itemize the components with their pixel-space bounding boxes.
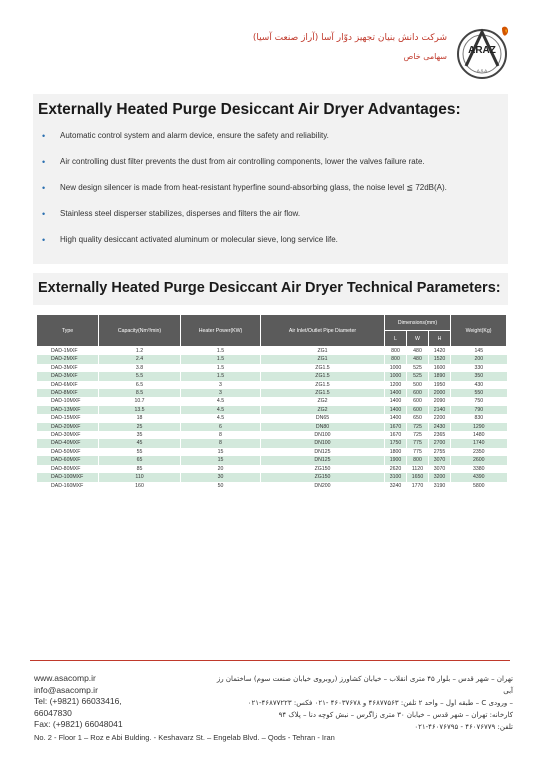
- header-dimensions: Dimensions(mm): [385, 315, 451, 331]
- table-cell: 830: [451, 414, 507, 422]
- table-cell: 18: [99, 414, 181, 422]
- table-cell: 4.5: [181, 397, 261, 405]
- table-cell: 35: [99, 431, 181, 439]
- table-cell: 30: [181, 473, 261, 481]
- table-cell: ZG150: [261, 465, 385, 473]
- table-cell: 430: [451, 381, 507, 389]
- footer-address-fa: [213, 673, 513, 733]
- header-type: Type: [37, 315, 99, 347]
- table-cell: 3190: [429, 482, 451, 490]
- table-cell: 1480: [451, 431, 507, 439]
- table-cell: 65: [99, 456, 181, 464]
- table-cell: 6: [181, 423, 261, 431]
- address-fa-line: – ورودی C – طبقه اول – واحد ۲ تلفن: ۴۶۸۷۷۵۶۳ و ۴۶۰۳۷۶۷۸ -۰۲۱ فکس: ۴۶۸۷۷۲۲۳-۰۲۱: [247, 699, 513, 707]
- header-weight: Weight(Kg): [451, 315, 507, 347]
- table-cell: DAD-100MXF: [37, 473, 99, 481]
- table-cell: DAD-10MXF: [37, 397, 99, 405]
- table-cell: 2755: [429, 448, 451, 456]
- table-row: [37, 397, 507, 405]
- table-cell: 15: [181, 448, 261, 456]
- footer-address-en: No. 2 - Floor 1 – Roz e Abi Bulding. - Keshavarz St. – Engelab Blvd. – Qods - Tehran - Iran: [34, 733, 335, 742]
- table-cell: 1650: [407, 473, 429, 481]
- table-cell: 8: [181, 431, 261, 439]
- logo-text: ARAZ: [468, 45, 496, 56]
- table-cell: 4390: [451, 473, 507, 481]
- table-cell: 1890: [429, 372, 451, 380]
- table-cell: DAD-6MXF: [37, 381, 99, 389]
- table-row: [37, 482, 507, 490]
- table-cell: 1670: [385, 423, 407, 431]
- bullet-icon: •: [42, 183, 46, 193]
- table-cell: DN125: [261, 456, 385, 464]
- phone-text: Tel: (+9821) 66033416,: [34, 696, 122, 706]
- header-h: H: [429, 331, 451, 347]
- araz-logo-icon: [452, 22, 516, 84]
- advantage-item: • Air controlling dust filter prevents the dust from air controlling components, lower the valves failure rate.: [42, 157, 425, 167]
- table-cell: ZG1.5: [261, 364, 385, 372]
- table-row: [37, 448, 507, 456]
- table-cell: 650: [407, 414, 429, 422]
- table-cell: 2700: [429, 439, 451, 447]
- table-cell: DN100: [261, 439, 385, 447]
- table-cell: 1000: [385, 372, 407, 380]
- address-fa-line: تهران – شهر قدس – بلوار ۴۵ متری انقلاب – خیابان کشاورز (روبروی خیابان صنعت سوم) ساختمان رز آبی: [216, 675, 513, 695]
- table-cell: DAD-160MXF: [37, 482, 99, 490]
- table-cell: 800: [385, 347, 407, 356]
- table-cell: DAD-3MXF: [37, 364, 99, 372]
- table-cell: 1290: [451, 423, 507, 431]
- advantage-item: • High quality desiccant activated aluminum or molecular sieve, long service life.: [42, 235, 338, 245]
- bullet-icon: •: [42, 131, 46, 141]
- table-cell: 480: [407, 347, 429, 356]
- table-cell: 500: [407, 381, 429, 389]
- table-cell: 775: [407, 439, 429, 447]
- table-cell: DAD-15MXF: [37, 414, 99, 422]
- table-cell: 1520: [429, 355, 451, 363]
- table-row: [37, 414, 507, 422]
- table-cell: 200: [451, 355, 507, 363]
- table-cell: DAD-20MXF: [37, 423, 99, 431]
- table-cell: 750: [451, 397, 507, 405]
- advantages-list: [38, 130, 498, 260]
- table-cell: 600: [407, 389, 429, 397]
- table-cell: DAD-40MXF: [37, 439, 99, 447]
- table-cell: 1.2: [99, 347, 181, 356]
- table-cell: 4.5: [181, 406, 261, 414]
- table-cell: ZG1: [261, 355, 385, 363]
- table-cell: DAD-80MXF: [37, 465, 99, 473]
- table-cell: 25: [99, 423, 181, 431]
- table-cell: DAD-3MXF: [37, 372, 99, 380]
- phone-text-2: 66047830: [34, 707, 72, 718]
- table-cell: 775: [407, 448, 429, 456]
- table-cell: 550: [451, 389, 507, 397]
- table-cell: 480: [407, 355, 429, 363]
- fax-text: Fax: (+9821) 66048041: [34, 719, 123, 729]
- table-cell: ZG150: [261, 473, 385, 481]
- table-cell: 3200: [429, 473, 451, 481]
- header-w: W: [407, 331, 429, 347]
- table-row: [37, 456, 507, 464]
- table-cell: DAD-2MXF: [37, 355, 99, 363]
- table-cell: 55: [99, 448, 181, 456]
- header-heater: Heater Power(KW): [181, 315, 261, 347]
- table-cell: 525: [407, 364, 429, 372]
- table-cell: 5800: [451, 482, 507, 490]
- table-cell: 2430: [429, 423, 451, 431]
- table-row: [37, 473, 507, 481]
- table-cell: 85: [99, 465, 181, 473]
- address-fa-line: کارخانه: تهران – شهر قدس – خیابان ۳۰ متری زاگرس – نبش کوچه دنا – پلاک ۹۴: [278, 711, 513, 719]
- table-cell: 1.5: [181, 364, 261, 372]
- table-cell: 2620: [385, 465, 407, 473]
- table-cell: 525: [407, 372, 429, 380]
- table-cell: 1120: [407, 465, 429, 473]
- table-row: [37, 355, 507, 363]
- company-name-fa: شرکت دانش بنیان تجهیز دوّار آسا (آراز صنعت آسیا): [252, 33, 447, 43]
- table-row: [37, 465, 507, 473]
- table-cell: DAD-30MXF: [37, 431, 99, 439]
- table-cell: 13.5: [99, 406, 181, 414]
- table-row: [37, 423, 507, 431]
- bullet-icon: •: [42, 157, 46, 167]
- table-cell: 1670: [385, 431, 407, 439]
- advantage-item: • New design silencer is made from heat-resistant hyperfine sound-absorbing glass, the noise level ≦ 72dB(A).: [42, 183, 447, 193]
- footer-divider: [30, 660, 510, 661]
- table-cell: 1750: [385, 439, 407, 447]
- table-cell: ZG1: [261, 347, 385, 356]
- table-cell: DN100: [261, 431, 385, 439]
- table-cell: 8: [181, 439, 261, 447]
- header-l: L: [385, 331, 407, 347]
- parameters-table-wrapper: [36, 314, 506, 490]
- table-cell: 1400: [385, 414, 407, 422]
- table-cell: 2365: [429, 431, 451, 439]
- advantages-title: Externally Heated Purge Desiccant Air Dryer Advantages:: [38, 101, 461, 118]
- table-cell: 3070: [429, 456, 451, 464]
- table-cell: 800: [385, 355, 407, 363]
- table-cell: 2.4: [99, 355, 181, 363]
- table-cell: DN80: [261, 423, 385, 431]
- table-cell: DN65: [261, 414, 385, 422]
- bullet-icon: •: [42, 209, 46, 219]
- table-cell: 1770: [407, 482, 429, 490]
- table-cell: 600: [407, 397, 429, 405]
- table-cell: 330: [451, 364, 507, 372]
- table-cell: 1.5: [181, 355, 261, 363]
- table-cell: 5.5: [99, 372, 181, 380]
- table-cell: 1740: [451, 439, 507, 447]
- table-cell: 15: [181, 456, 261, 464]
- table-cell: 1900: [385, 456, 407, 464]
- header-capacity: Capacity(Nm³/min): [99, 315, 181, 347]
- table-cell: 2350: [451, 448, 507, 456]
- bullet-icon: •: [42, 235, 46, 245]
- parameters-title: Externally Heated Purge Desiccant Air Dryer Technical Parameters:: [38, 280, 501, 296]
- logo-sub-text: A.S.A: [476, 68, 488, 73]
- table-cell: 50: [181, 482, 261, 490]
- table-cell: 2200: [429, 414, 451, 422]
- table-cell: 2090: [429, 397, 451, 405]
- table-cell: ZG2: [261, 397, 385, 405]
- table-cell: DAD-1MXF: [37, 347, 99, 356]
- table-cell: 800: [407, 456, 429, 464]
- table-cell: 1420: [429, 347, 451, 356]
- table-cell: 3: [181, 389, 261, 397]
- table-cell: 145: [451, 347, 507, 356]
- table-cell: 1800: [385, 448, 407, 456]
- table-cell: 1400: [385, 406, 407, 414]
- email-link[interactable]: info@asacomp.ir: [34, 684, 98, 695]
- table-cell: 2600: [451, 456, 507, 464]
- table-cell: 1.5: [181, 372, 261, 380]
- table-cell: 1000: [385, 364, 407, 372]
- table-row: [37, 364, 507, 372]
- advantage-item: • Automatic control system and alarm device, ensure the safety and reliability.: [42, 131, 329, 141]
- advantage-item: • Stainless steel disperser stabilizes, disperses and filters the air flow.: [42, 209, 301, 219]
- table-cell: DAD-8MXF: [37, 389, 99, 397]
- table-cell: 1950: [429, 381, 451, 389]
- table-cell: 3.8: [99, 364, 181, 372]
- website-link[interactable]: www.asacomp.ir: [34, 673, 96, 683]
- table-cell: 3100: [385, 473, 407, 481]
- table-cell: 725: [407, 423, 429, 431]
- table-cell: 10.7: [99, 397, 181, 405]
- table-cell: 160: [99, 482, 181, 490]
- table-cell: 790: [451, 406, 507, 414]
- table-cell: DN200: [261, 482, 385, 490]
- table-cell: 110: [99, 473, 181, 481]
- table-cell: 2000: [429, 389, 451, 397]
- table-cell: DAD-60MXF: [37, 456, 99, 464]
- table-cell: 350: [451, 372, 507, 380]
- table-row: [37, 439, 507, 447]
- table-cell: 4.5: [181, 414, 261, 422]
- address-fa-line: تلفن: ۴۶۰۷۶۷۷۹ - ۴۶۰۷۶۷۹۵-۰۲۱: [414, 723, 513, 731]
- parameters-table: [36, 314, 507, 490]
- table-row: [37, 406, 507, 414]
- table-cell: 3240: [385, 482, 407, 490]
- table-cell: DAD-50MXF: [37, 448, 99, 456]
- table-cell: 1200: [385, 381, 407, 389]
- company-type-fa: سهامی خاص: [403, 52, 447, 61]
- table-cell: 1.5: [181, 347, 261, 356]
- company-logo: [452, 22, 516, 84]
- table-cell: 3: [181, 381, 261, 389]
- table-cell: 3380: [451, 465, 507, 473]
- table-cell: DN125: [261, 448, 385, 456]
- table-cell: ZG1.5: [261, 381, 385, 389]
- table-cell: 1400: [385, 389, 407, 397]
- parameters-table-body: [37, 347, 507, 490]
- header-pipe: Air Inlet/Outlet Pipe Diameter: [261, 315, 385, 347]
- table-cell: 1600: [429, 364, 451, 372]
- table-cell: 725: [407, 431, 429, 439]
- table-cell: 45: [99, 439, 181, 447]
- table-cell: ZG1.5: [261, 372, 385, 380]
- table-cell: 600: [407, 406, 429, 414]
- table-row: [37, 389, 507, 397]
- table-row: [37, 347, 507, 356]
- table-cell: ZG1.5: [261, 389, 385, 397]
- table-row: [37, 372, 507, 380]
- table-cell: 1400: [385, 397, 407, 405]
- table-cell: 2140: [429, 406, 451, 414]
- table-cell: 3070: [429, 465, 451, 473]
- table-cell: ZG2: [261, 406, 385, 414]
- table-row: [37, 431, 507, 439]
- table-row: [37, 381, 507, 389]
- table-cell: DAD-13MXF: [37, 406, 99, 414]
- footer-contact-en: [34, 673, 123, 731]
- table-cell: 20: [181, 465, 261, 473]
- table-cell: 8.5: [99, 389, 181, 397]
- table-cell: 6.5: [99, 381, 181, 389]
